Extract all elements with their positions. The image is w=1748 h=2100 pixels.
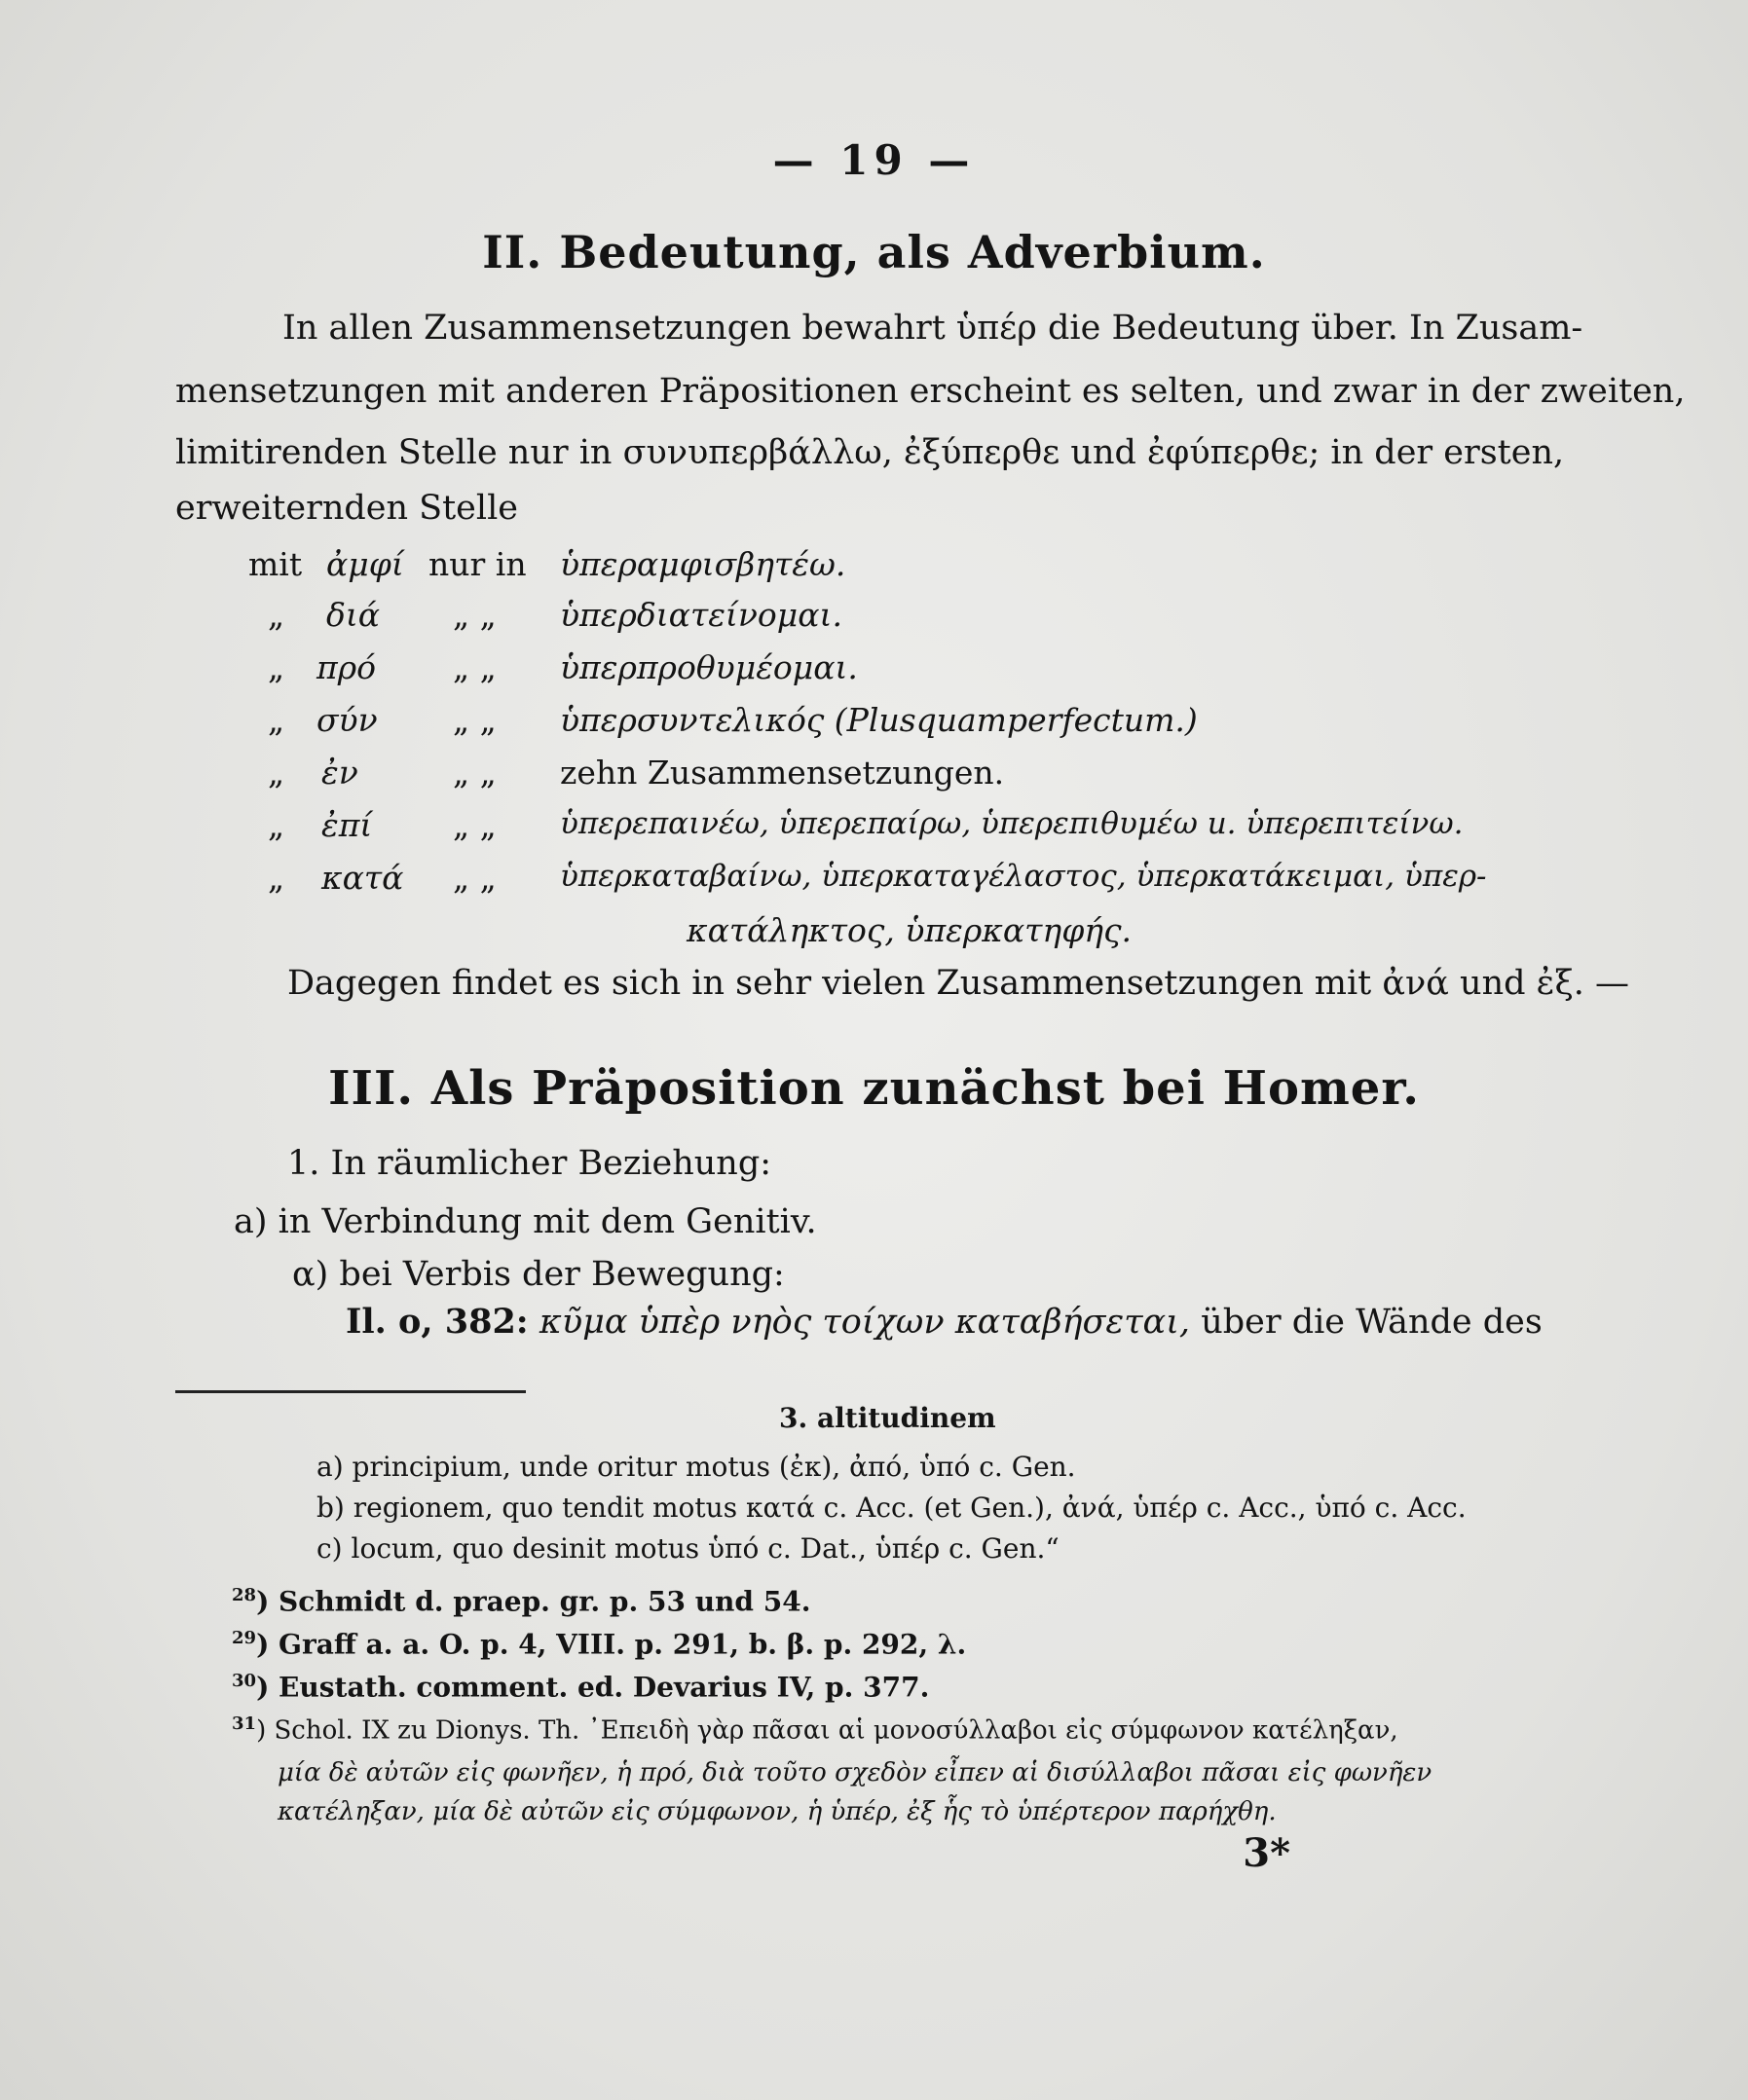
footnote-divider: [175, 1390, 526, 1393]
row-prep: κατά: [321, 859, 404, 897]
row-prep: ἐπί: [321, 806, 373, 844]
footnote-text: ) Schol. IX zu Dionys. Th. ᾿Επειδὴ γὰρ πᾶσαι αἱ μονοσύλλαβοι εἰς σύμφωνον κατέληξαν,: [256, 1715, 1398, 1746]
footnote-text: ) Schmidt d. praep. gr. p. 53 und 54.: [256, 1585, 811, 1618]
row-prefix: „: [268, 701, 285, 739]
row-prefix: „: [268, 648, 285, 686]
row-mid: „ „: [453, 648, 497, 686]
row-mid: „ „: [453, 701, 497, 739]
footnote-30: [232, 1671, 929, 1703]
row-mid: „ „: [453, 596, 497, 634]
row-result: ὑπερκαταβαίνω, ὑπερκαταγέλαστος, ὑπερκατάκειμαι, ὑπερ-: [560, 859, 1487, 894]
footnote-text: ) Graff a. a. O. p. 4, VIII. p. 291, b. β. p. 292, λ.: [256, 1628, 967, 1661]
paragraph-line: erweiternden Stelle: [175, 489, 518, 528]
footnote-number: 31: [232, 1713, 257, 1734]
row-prefix: „: [268, 596, 285, 634]
row-result: ὑπερεπαινέω, ὑπερεπαίρω, ὑπερεπιθυμέω u. ὑπερεπιτείνω.: [560, 806, 1464, 841]
footnote-number: 28: [232, 1585, 257, 1605]
list-item: 1. In räumlicher Beziehung:: [287, 1144, 772, 1183]
row-mid: „ „: [453, 859, 497, 897]
row-prefix: mit: [248, 545, 303, 583]
row-result: ὑπερσυντελικός (Plusquamperfectum.): [560, 701, 1198, 739]
row-prefix: „: [268, 859, 285, 897]
example-line: [346, 1302, 1543, 1342]
row-prep: σύν: [316, 701, 378, 739]
page-number: — 19 —: [772, 136, 976, 184]
row-prep: ἀμφί: [326, 545, 404, 583]
row-prep: πρό: [316, 648, 376, 686]
row-mid: „ „: [453, 754, 497, 792]
footnote-number: 29: [232, 1628, 257, 1648]
example-greek: κῦμα ὑπὲρ νηὸς τοίχων καταβήσεται,: [539, 1303, 1191, 1342]
row-result: ὑπερδιατείνομαι.: [560, 596, 842, 634]
row-prefix: „: [268, 806, 285, 844]
footnote-31: [232, 1713, 1398, 1746]
footnote-line: a) principium, unde oritur motus (ἐκ), ἀπό, ὑπό c. Gen.: [316, 1451, 1076, 1483]
section-heading-2: II. Bedeutung, als Adverbium.: [482, 226, 1266, 278]
footnote-line: μία δὲ αὐτῶν εἰς φωνῆεν, ἡ πρό, διὰ τοῦτο σχεδὸν εἶπεν αἱ δισύλλαβοι πᾶσαι εἰς φωνῆεν: [278, 1758, 1432, 1787]
row-mid: „ „: [453, 806, 497, 844]
row-continuation: κατάληκτος, ὑπερκατηφής.: [687, 911, 1133, 949]
table-row: [248, 545, 302, 583]
paragraph-line: mensetzungen mit anderen Präpositionen erscheint es selten, und zwar in der zweiten,: [175, 372, 1686, 411]
footnote-line: 3. altitudinem: [779, 1402, 996, 1434]
footnote-29: [232, 1628, 966, 1660]
row-result: zehn Zusammensetzungen.: [560, 754, 1005, 792]
paragraph-line: In allen Zusammensetzungen bewahrt ὑπέρ die Bedeutung über. In Zusam-: [282, 309, 1583, 348]
row-result: ὑπερπροθυμέομαι.: [560, 648, 858, 686]
row-prefix: „: [268, 754, 285, 792]
footnote-line: κατέληξαν, μία δὲ αὐτῶν εἰς σύμφωνον, ἡ ὑπέρ, ἐξ ἧς τὸ ὑπέρτερον παρήχθη.: [278, 1797, 1277, 1826]
footnote-number: 30: [232, 1671, 257, 1691]
footnote-text: ) Eustath. comment. ed. Devarius IV, p. 377.: [256, 1671, 930, 1704]
list-item: α) bei Verbis der Bewegung:: [292, 1255, 785, 1294]
example-ref: Il. ο, 382:: [346, 1302, 529, 1342]
footnote-line: c) locum, quo desinit motus ὑπό c. Dat., ὑπέρ c. Gen.“: [316, 1532, 1060, 1565]
signature-mark: 3*: [1243, 1830, 1290, 1876]
row-mid: nur in: [428, 545, 527, 583]
paragraph-line: limitirenden Stelle nur in συνυπερβάλλω, ἐξύπερθε und ἐφύπερθε; in der ersten,: [175, 433, 1565, 472]
example-trans: über die Wände des: [1201, 1303, 1543, 1342]
footnote-line: b) regionem, quo tendit motus κατά c. Acc. (et Gen.), ἀνά, ὑπέρ c. Acc., ὑπό c. Acc.: [316, 1492, 1467, 1524]
footnote-28: [232, 1585, 810, 1617]
paragraph-line: Dagegen findet es sich in sehr vielen Zusammensetzungen mit ἀνά und ἐξ. —: [287, 964, 1629, 1003]
list-item: a) in Verbindung mit dem Genitiv.: [234, 1202, 817, 1241]
row-prep: διά: [326, 596, 381, 634]
row-result: ὑπεραμφισβητέω.: [560, 545, 846, 583]
section-heading-3: III. Als Präposition zunächst bei Homer.: [328, 1061, 1420, 1116]
row-prep: ἐν: [321, 754, 358, 792]
